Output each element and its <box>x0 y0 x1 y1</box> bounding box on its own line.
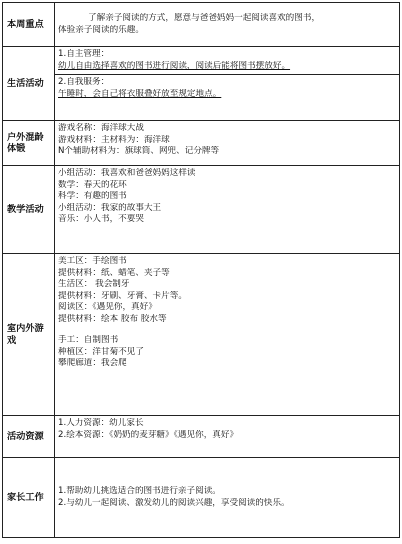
parents-content <box>55 458 400 538</box>
focus-label: 本周重点 <box>3 3 55 47</box>
areas-line-5: 阅读区：《遇见你，真好》 <box>58 302 157 312</box>
outdoor-label: 户外混龄体锻 <box>3 121 55 166</box>
teaching-content <box>55 166 400 254</box>
teaching-line-4: 小组活动：我家的故事大王 <box>58 202 162 213</box>
resources-line-2: 2.绘本资源：《奶奶的麦芽糖》《遇见你，真好》 <box>58 429 239 440</box>
life-content <box>55 47 400 121</box>
focus-line-2: 体验亲子阅读的乐趣。 <box>58 24 144 35</box>
life-block1-text: 幼儿自由选择喜欢的图书进行阅读，阅读后能将图书摆放好。 <box>58 60 291 71</box>
areas-line-6: 提供材料：绘本 胶布 胶水等 <box>58 313 167 324</box>
life-label: 生活活动 <box>3 47 55 121</box>
teaching-row <box>3 166 400 254</box>
parents-line-1: 1.帮助幼儿挑选适合的图书进行亲子阅读。 <box>58 486 221 496</box>
teaching-label: 教学活动 <box>3 166 55 254</box>
resources-content <box>55 416 400 458</box>
focus-row <box>3 3 400 47</box>
areas-line-7: 手工：自制图书 <box>58 335 119 345</box>
areas-line-4: 提供材料：牙刷、牙膏、卡片等。 <box>58 290 187 301</box>
areas-label: 室内外游戏 <box>3 254 55 416</box>
life-block2 <box>55 74 399 100</box>
focus-line-1: 了解亲子阅读的方式，愿意与爸爸妈妈一起阅读喜欢的图书， <box>88 13 321 23</box>
outdoor-line-1: 游戏名称：海洋球大战 <box>58 123 144 133</box>
weekly-plan-table <box>2 2 400 538</box>
resources-label: 活动资源 <box>3 416 55 458</box>
areas-gap <box>58 325 396 335</box>
outdoor-row <box>3 121 400 166</box>
areas-line-2: 提供材料：纸、蜡笔、夹子等 <box>58 267 170 278</box>
outdoor-content <box>55 121 400 166</box>
resources-line-1: 1.人力资源：幼儿家长 <box>58 418 144 428</box>
life-block2-text: 午睡时，会自己将衣服叠好放至规定地点。 <box>58 88 222 99</box>
areas-line-1: 美工区：手绘图书 <box>58 256 127 266</box>
life-block2-title: 2.自我服务： <box>58 77 110 87</box>
parents-line-2: 2.与幼儿一起阅读、激发幼儿的阅读兴趣，享受阅读的快乐。 <box>58 497 290 508</box>
focus-content <box>55 3 400 47</box>
teaching-line-2: 数学：春天的花环 <box>58 179 127 190</box>
teaching-line-3: 科学：有趣的图书 <box>58 191 127 201</box>
outdoor-line-2: 游戏材料：主材料为：海洋球 <box>58 134 170 145</box>
parents-label: 家长工作 <box>3 458 55 538</box>
teaching-line-5: 音乐：小人书，不要哭 <box>58 214 144 224</box>
life-block1-title: 1.自主管理： <box>58 49 110 59</box>
life-row <box>3 47 400 121</box>
areas-content <box>55 254 400 416</box>
resources-row <box>3 416 400 458</box>
areas-row <box>3 254 400 416</box>
areas-line-3: 生活区： 我会制牙 <box>58 279 130 289</box>
areas-line-9: 攀爬廊道：我会爬 <box>58 358 127 368</box>
parents-row <box>3 458 400 538</box>
outdoor-line-3: N个辅助材料为：旗球筒、网兜、记分牌等 <box>58 146 220 156</box>
teaching-line-1: 小组活动：我喜欢和爸爸妈妈这样读 <box>58 168 196 178</box>
areas-line-8: 种植区：洋甘菊不见了 <box>58 346 144 357</box>
